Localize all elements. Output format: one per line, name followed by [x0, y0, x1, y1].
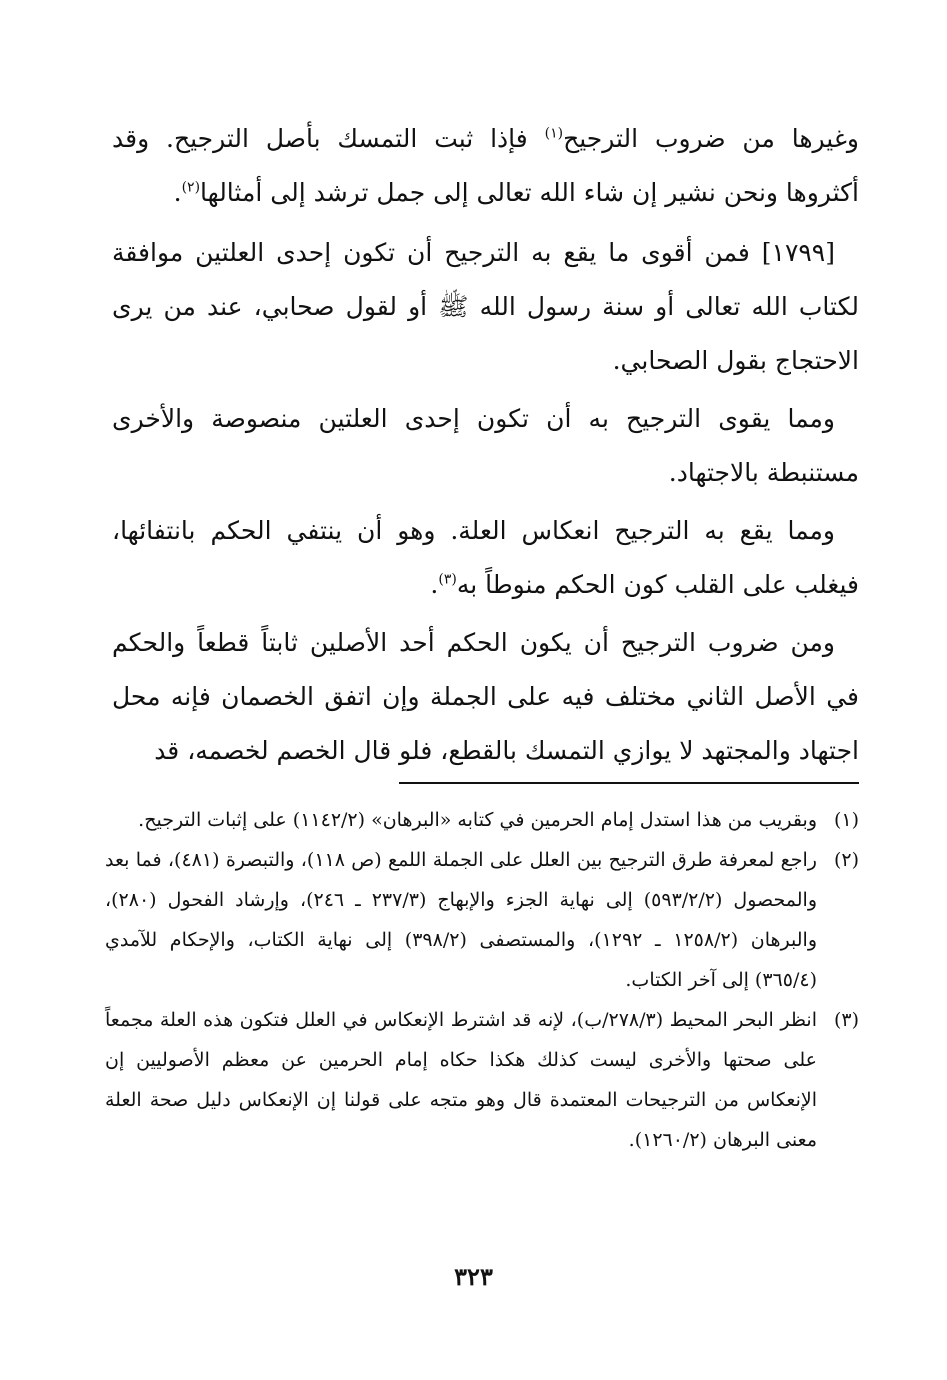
footnote-number: (٣)	[833, 1009, 859, 1031]
footnote-text: وبقريب من هذا استدل إمام الحرمين في كتابه «البرهان» (١١٤٢/٢) على إثبات الترجيح.	[138, 809, 817, 831]
page-number: ٣٢٣	[454, 1262, 493, 1291]
paragraph-1-end: .	[173, 178, 182, 207]
paragraph-1-start: وغيرها من ضروب الترجيح	[563, 124, 859, 153]
footnote-number: (٢)	[833, 849, 859, 871]
footnotes	[105, 800, 859, 1160]
paragraph-2: [١٧٩٩] فمن أقوى ما يقع به الترجيح أن تكون إحدى العلتين موافقة لكتاب الله تعالى أو سنة رسول الله ﷺ أو لقول صحابي، عند من يرى الاحتجاج بقول الصحابي.	[112, 238, 859, 375]
paragraph-4-end: .	[430, 570, 439, 599]
footnote-text: انظر البحر المحيط (٢٧٨/٣/ب)، لإنه قد اشترط الإنعكاس في العلل فتكون هذه العلة مجمعاً على صحتها والأخرى ليست كذلك هكذا حكاه إمام الحرمين عن معظم الأصوليين إن الإنعكاس من الترجيحات المعتمدة قال وهو متجه على قولنا إن الإنعكاس دليل صحة العلة معنى البرهان (١٢٦٠/٢).	[105, 1009, 817, 1151]
footnote-3	[105, 1000, 859, 1160]
paragraph-3: ومما يقوى الترجيح به أن تكون إحدى العلتين منصوصة والأخرى مستنبطة بالاجتهاد.	[112, 404, 859, 487]
footnote-1	[105, 800, 859, 840]
footnote-ref-2[interactable]: (٢)	[181, 179, 201, 196]
paragraph-4	[112, 504, 859, 612]
footnote-ref-3[interactable]: (٣)	[438, 571, 457, 588]
footnote-text: راجع لمعرفة طرق الترجيح بين العلل على الجملة اللمع (ص ١١٨)، والتبصرة (٤٨١)، فما بعد والمحصول (٥٩٣/٢/٢) إلى نهاية الجزء والإبهاج (٢٣٧/٣ ـ ٢٤٦)، وإرشاد الفحول (٢٨٠)، والبرهان (١٢٥٨/٢ ـ ١٢٩٢)، والمستصفى (٣٩٨/٢) إلى نهاية الكتاب، والإحكام للآمدي (٣٦٥/٤) إلى آخر الكتاب.	[105, 849, 817, 991]
paragraph-1	[112, 112, 859, 220]
footnote-2	[105, 840, 859, 1000]
paragraph-1-middle: فإذا ثبت التمسك بأصل الترجيح. وقد أكثروها ونحن نشير إن شاء الله تعالى إلى جمل ترشد إلى أمثالها	[112, 124, 859, 207]
footnote-ref-1[interactable]: (١)	[544, 125, 564, 142]
paragraph-4-start: ومما يقع به الترجيح انعكاس العلة. وهو أن ينتفي الحكم بانتفائها، فيغلب على القلب كون الحكم منوطاً به	[112, 516, 859, 599]
footnote-separator	[399, 782, 859, 784]
footnote-number: (١)	[833, 809, 859, 831]
paragraph-5: ومن ضروب الترجيح أن يكون الحكم أحد الأصلين ثابتاً قطعاً والحكم في الأصل الثاني مختلف فيه على الجملة وإن اتفق الخصمان فإنه محل اجتهاد والمجتهد لا يوازي التمسك بالقطع، فلو قال الخصم لخصمه، قد	[112, 628, 859, 765]
main-text	[112, 112, 859, 782]
